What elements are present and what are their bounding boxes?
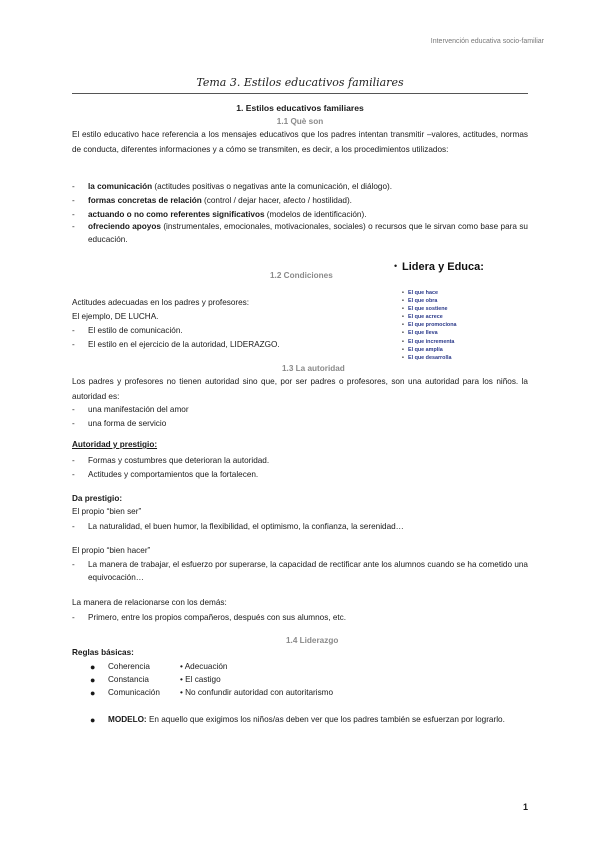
bien-hacer-label: El propio “bien hacer” xyxy=(72,546,151,555)
list-item: - actuando o no como referentes significativos (modelos de identificación). xyxy=(72,210,367,219)
list-item: - Formas y costumbres que deterioran la autoridad. xyxy=(72,456,270,465)
box-item: • El que hace xyxy=(402,289,457,297)
list-item: - una manifestación del amor xyxy=(72,405,189,414)
title-divider xyxy=(72,93,528,94)
list-item: - una forma de servicio xyxy=(72,419,167,428)
box-item: • El que amplía xyxy=(402,346,457,354)
bien-ser-label: El propio “bien ser” xyxy=(72,507,142,516)
page-number: 1 xyxy=(522,802,528,812)
section-heading: 1. Estilos educativos familiares xyxy=(236,103,364,113)
list-item: - Primero, entre los propios compañeros, después con sus alumnos, etc. xyxy=(72,613,347,622)
rule-item: ● Comunicación xyxy=(90,688,160,698)
rule-item: ● Constancia xyxy=(90,675,149,685)
page-header: Intervención educativa socio-familiar xyxy=(430,38,544,45)
condiciones-line: Actitudes adecuadas en los padres y profesores: xyxy=(72,298,250,307)
box-item: • El que incrementa xyxy=(402,338,457,346)
modelo-paragraph: ● MODELO: En aquello que exigimos los niños/as deben ver que los padres también se esfuerzan por lograrlo. xyxy=(90,715,505,725)
list-item: - La manera de trabajar, el esfuerzo por superarse, la capacidad de rectificar ante los alumnos cuando se ha cometido una equivocación… xyxy=(72,560,528,582)
da-prestigio-heading: Da prestigio: xyxy=(72,494,123,503)
subsection-autoridad: 1.3 La autoridad xyxy=(282,364,345,373)
list-item: - ofreciendo apoyos (instrumentales, emocionales, motivacionales, sociales) o recursos que le sirvan como base para su educación. xyxy=(72,222,528,244)
rule-item: ● Coherencia xyxy=(90,662,150,672)
relacionarse-label: La manera de relacionarse con los demás: xyxy=(72,598,227,607)
subsection-liderazgo: 1.4 Liderazgo xyxy=(286,636,339,645)
subsection-que-son: 1.1 Què son xyxy=(276,117,324,126)
rule-item: • El castigo xyxy=(180,675,221,684)
list-item: - La naturalidad, el buen humor, la flexibilidad, el optimismo, la confianza, la serenidad… xyxy=(72,522,404,531)
intro-paragraph: El estilo educativo hace referencia a los mensajes educativos que los padres intentan transmitir –valores, actitudes, normas de conducta, diferentes informaciones y a cómo se transmiten, es decir, a los procedimientos utilizados: xyxy=(72,130,528,154)
box-item: • El que obra xyxy=(402,297,457,305)
subsection-condiciones: 1.2 Condiciones xyxy=(270,271,333,280)
lidera-educa-box xyxy=(394,261,494,361)
list-item: - la comunicación (actitudes positivas o negativas ante la comunicación, el diálogo). xyxy=(72,182,393,191)
prestige-heading: Autoridad y prestigio: xyxy=(72,440,158,449)
box-item: • El que promociona xyxy=(402,321,457,329)
document-title: Tema 3. Estilos educativos familiares xyxy=(196,76,404,89)
autoridad-paragraph: Los padres y profesores no tienen autoridad sino que, por ser padres o profesores, son una autoridad para los niños. la autoridad es: xyxy=(72,377,528,401)
condiciones-line: El ejemplo, DE LUCHA. xyxy=(72,312,159,321)
box-item: • El que acrece xyxy=(402,313,457,321)
list-item: - formas concretas de relación (control / dejar hacer, afecto / hostilidad). xyxy=(72,196,352,205)
list-item: - Actitudes y comportamientos que la fortalecen. xyxy=(72,470,259,479)
box-item: • El que desarrolla xyxy=(402,354,457,362)
list-item: - El estilo en el ejercicio de la autoridad, LIDERAZGO. xyxy=(72,340,280,349)
box-heading: Lidera y Educa: xyxy=(402,261,484,273)
box-item: • El que sostiene xyxy=(402,305,457,313)
box-item: • El que lleva xyxy=(402,329,457,337)
bullet-icon: • xyxy=(394,261,398,271)
rule-item: • Adecuación xyxy=(180,662,228,671)
reglas-heading: Reglas básicas: xyxy=(72,648,134,657)
rule-item: • No confundir autoridad con autoritarismo xyxy=(180,688,334,697)
list-item: - El estilo de comunicación. xyxy=(72,326,183,335)
